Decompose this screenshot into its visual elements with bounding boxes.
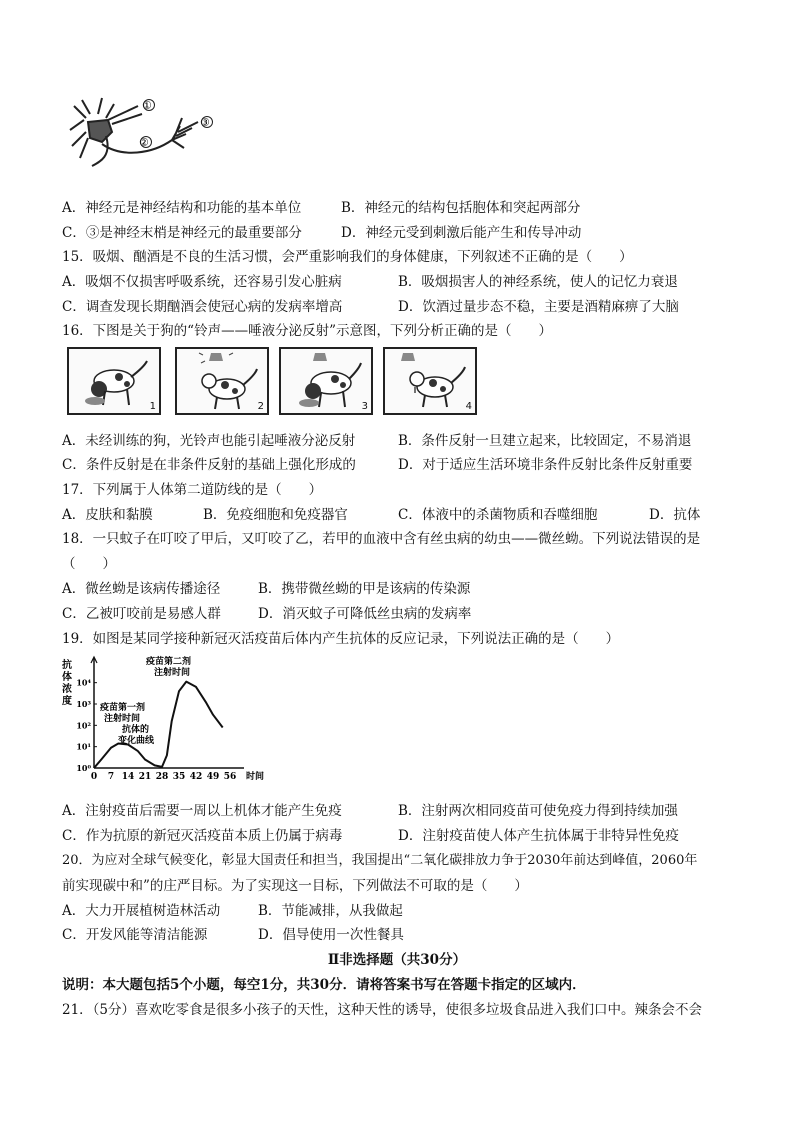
q19-option-c: C．作为抗原的新冠灭活疫苗本质上仍属于病毒 bbox=[62, 828, 343, 844]
q15-option-b: B．吸烟损害人的神经系统，使人的记忆力衰退 bbox=[398, 274, 678, 290]
q14-option-a: A．神经元是神经结构和功能的基本单位 bbox=[62, 200, 302, 216]
q18-option-d: D．消灭蚊子可降低丝虫病的发病率 bbox=[258, 606, 472, 622]
section-note: 说明：本大题包括5个小题，每空1分，共30分．请将答案书写在答题卡指定的区域内． bbox=[62, 977, 586, 993]
q18-stem: 18．一只蚊子在叮咬了甲后，又叮咬了乙，若甲的血液中含有丝虫病的幼虫——微丝蚴。下列说法错误的是 bbox=[62, 531, 701, 547]
q16-option-c: C．条件反射是在非条件反射的基础上强化形成的 bbox=[62, 457, 356, 473]
x-tick-label: 35 bbox=[172, 772, 186, 782]
dog-panel-3 bbox=[279, 347, 373, 415]
x-tick-label: 21 bbox=[138, 772, 152, 782]
q16-option-b: B．条件反射一旦建立起来，比较固定，不易消退 bbox=[398, 433, 692, 449]
antibody-chart bbox=[60, 654, 265, 786]
y-tick-label: 10⁴ bbox=[76, 677, 91, 688]
q16-option-d: D．对于适应生活环境非条件反射比条件反射重要 bbox=[398, 457, 693, 473]
x-tick-label: 0 bbox=[90, 772, 98, 782]
annotation-curve-line1: 抗体的 bbox=[122, 725, 150, 735]
dog-bell-saliva-image bbox=[385, 349, 475, 413]
y-tick-label: 10³ bbox=[76, 699, 91, 709]
q16-stem: 16．下图是关于狗的“铃声——唾液分泌反射”示意图，下列分析正确的是（ ） bbox=[62, 323, 552, 339]
q19-option-d: D．注射疫苗使人体产生抗体属于非特异性免疫 bbox=[398, 828, 679, 844]
y-tick-label: 10¹ bbox=[76, 741, 91, 752]
q15-option-c: C．调查发现长期酗酒会使冠心病的发病率增高 bbox=[62, 299, 343, 315]
section-title: Ⅱ非选择题（共30分） bbox=[327, 952, 467, 968]
q20-option-a: A．大力开展植树造林活动 bbox=[62, 903, 221, 919]
q20-stem-line2: 前实现碳中和”的庄严目标。为了实现这一目标，下列做法不可取的是（ ） bbox=[62, 878, 528, 894]
neuron-marker-2: ② bbox=[139, 136, 149, 149]
q18-stem-paren: （ ） bbox=[62, 556, 116, 572]
q14-option-b: B．神经元的结构包括胞体和突起两部分 bbox=[341, 200, 581, 216]
q18-option-b: B．携带微丝蚴的甲是该病的传染源 bbox=[258, 581, 471, 597]
panel-number: 3 bbox=[361, 401, 368, 412]
x-tick-label: 7 bbox=[107, 772, 115, 782]
annotation-curve-line2: 变化曲线 bbox=[118, 736, 155, 746]
q19-stem: 19．如图是某同学接种新冠灭活疫苗后体内产生抗体的反应记录，下列说法正确的是（ ） bbox=[62, 631, 620, 647]
x-tick-label: 28 bbox=[155, 772, 169, 782]
panel-number: 1 bbox=[149, 401, 156, 412]
y-tick-label: 10² bbox=[76, 720, 91, 731]
neuron-marker-1: ① bbox=[142, 99, 152, 112]
dog-panel-1 bbox=[67, 347, 161, 415]
y-axis-label-char: 体 bbox=[62, 672, 72, 683]
panel-number: 2 bbox=[257, 401, 264, 412]
q17-option-d: D．抗体 bbox=[649, 507, 701, 523]
dog-bell-food-image bbox=[281, 349, 371, 413]
q19-option-b: B．注射两次相同疫苗可使免疫力得到持续加强 bbox=[398, 803, 678, 819]
annotation-first-dose-line1: 疫苗第一剂 bbox=[100, 703, 146, 713]
q16-option-a: A．未经训练的狗，光铃声也能引起唾液分泌反射 bbox=[62, 433, 356, 449]
dog-panel-2 bbox=[175, 347, 269, 415]
y-tick-label: 10⁰ bbox=[76, 763, 91, 773]
q20-stem-line1: 20．为应对全球气候变化，彰显大国责任和担当，我国提出“二氧化碳排放力争于2030年前达到峰值，2060年 bbox=[62, 853, 698, 868]
q21-text: 21．（5分）喜欢吃零食是很多小孩子的天性，这种天性的诱导，使很多垃圾食品进入我们口中。辣条会不会 bbox=[62, 1002, 703, 1018]
q19-option-a: A．注射疫苗后需要一周以上机体才能产生免疫 bbox=[62, 803, 342, 819]
q20-option-c: C．开发风能等清洁能源 bbox=[62, 927, 208, 943]
annotation-first-dose-line2: 注射时间 bbox=[104, 714, 141, 724]
y-axis-label-char: 度 bbox=[62, 696, 72, 707]
x-tick-label: 56 bbox=[223, 772, 237, 782]
x-axis-label: 时间 bbox=[246, 772, 265, 782]
annotation-second-dose-line1: 疫苗第二剂 bbox=[146, 657, 192, 667]
q18-option-c: C．乙被叮咬前是易感人群 bbox=[62, 606, 221, 622]
q17-option-b: B．免疫细胞和免疫器官 bbox=[203, 507, 348, 523]
dog-eating-image bbox=[69, 349, 159, 413]
antibody-curve bbox=[94, 682, 223, 768]
y-axis-label-char: 抗 bbox=[62, 660, 72, 671]
y-axis-label-char: 浓 bbox=[62, 684, 72, 695]
x-tick-label: 14 bbox=[121, 772, 135, 782]
dog-panel-4 bbox=[383, 347, 477, 415]
neuron-figure bbox=[62, 92, 222, 172]
q15-option-d: D．饮酒过量步态不稳，主要是酒精麻痹了大脑 bbox=[398, 299, 679, 315]
q17-option-a: A．皮肤和黏膜 bbox=[62, 507, 153, 523]
dog-bell-image bbox=[177, 349, 267, 413]
neuron-marker-3: ③ bbox=[200, 116, 210, 129]
q17-option-c: C．体液中的杀菌物质和吞噬细胞 bbox=[398, 507, 598, 523]
annotation-second-dose-line2: 注射时间 bbox=[154, 668, 191, 678]
x-tick-label: 42 bbox=[189, 772, 203, 782]
q18-option-a: A．微丝蚴是该病传播途径 bbox=[62, 581, 221, 597]
q14-option-c: C．③是神经末梢是神经元的最重要部分 bbox=[62, 225, 302, 241]
q15-option-a: A．吸烟不仅损害呼吸系统，还容易引发心脏病 bbox=[62, 274, 342, 290]
q20-option-d: D．倡导使用一次性餐具 bbox=[258, 927, 404, 943]
panel-number: 4 bbox=[465, 401, 472, 412]
q20-option-b: B．节能减排，从我做起 bbox=[258, 903, 403, 919]
q14-option-d: D．神经元受到刺激后能产生和传导冲动 bbox=[341, 225, 582, 241]
x-tick-label: 49 bbox=[206, 772, 220, 782]
q17-stem: 17．下列属于人体第二道防线的是（ ） bbox=[62, 482, 323, 498]
q15-stem: 15．吸烟、酗酒是不良的生活习惯，会严重影响我们的身体健康，下列叙述不正确的是（ ） bbox=[62, 249, 633, 265]
